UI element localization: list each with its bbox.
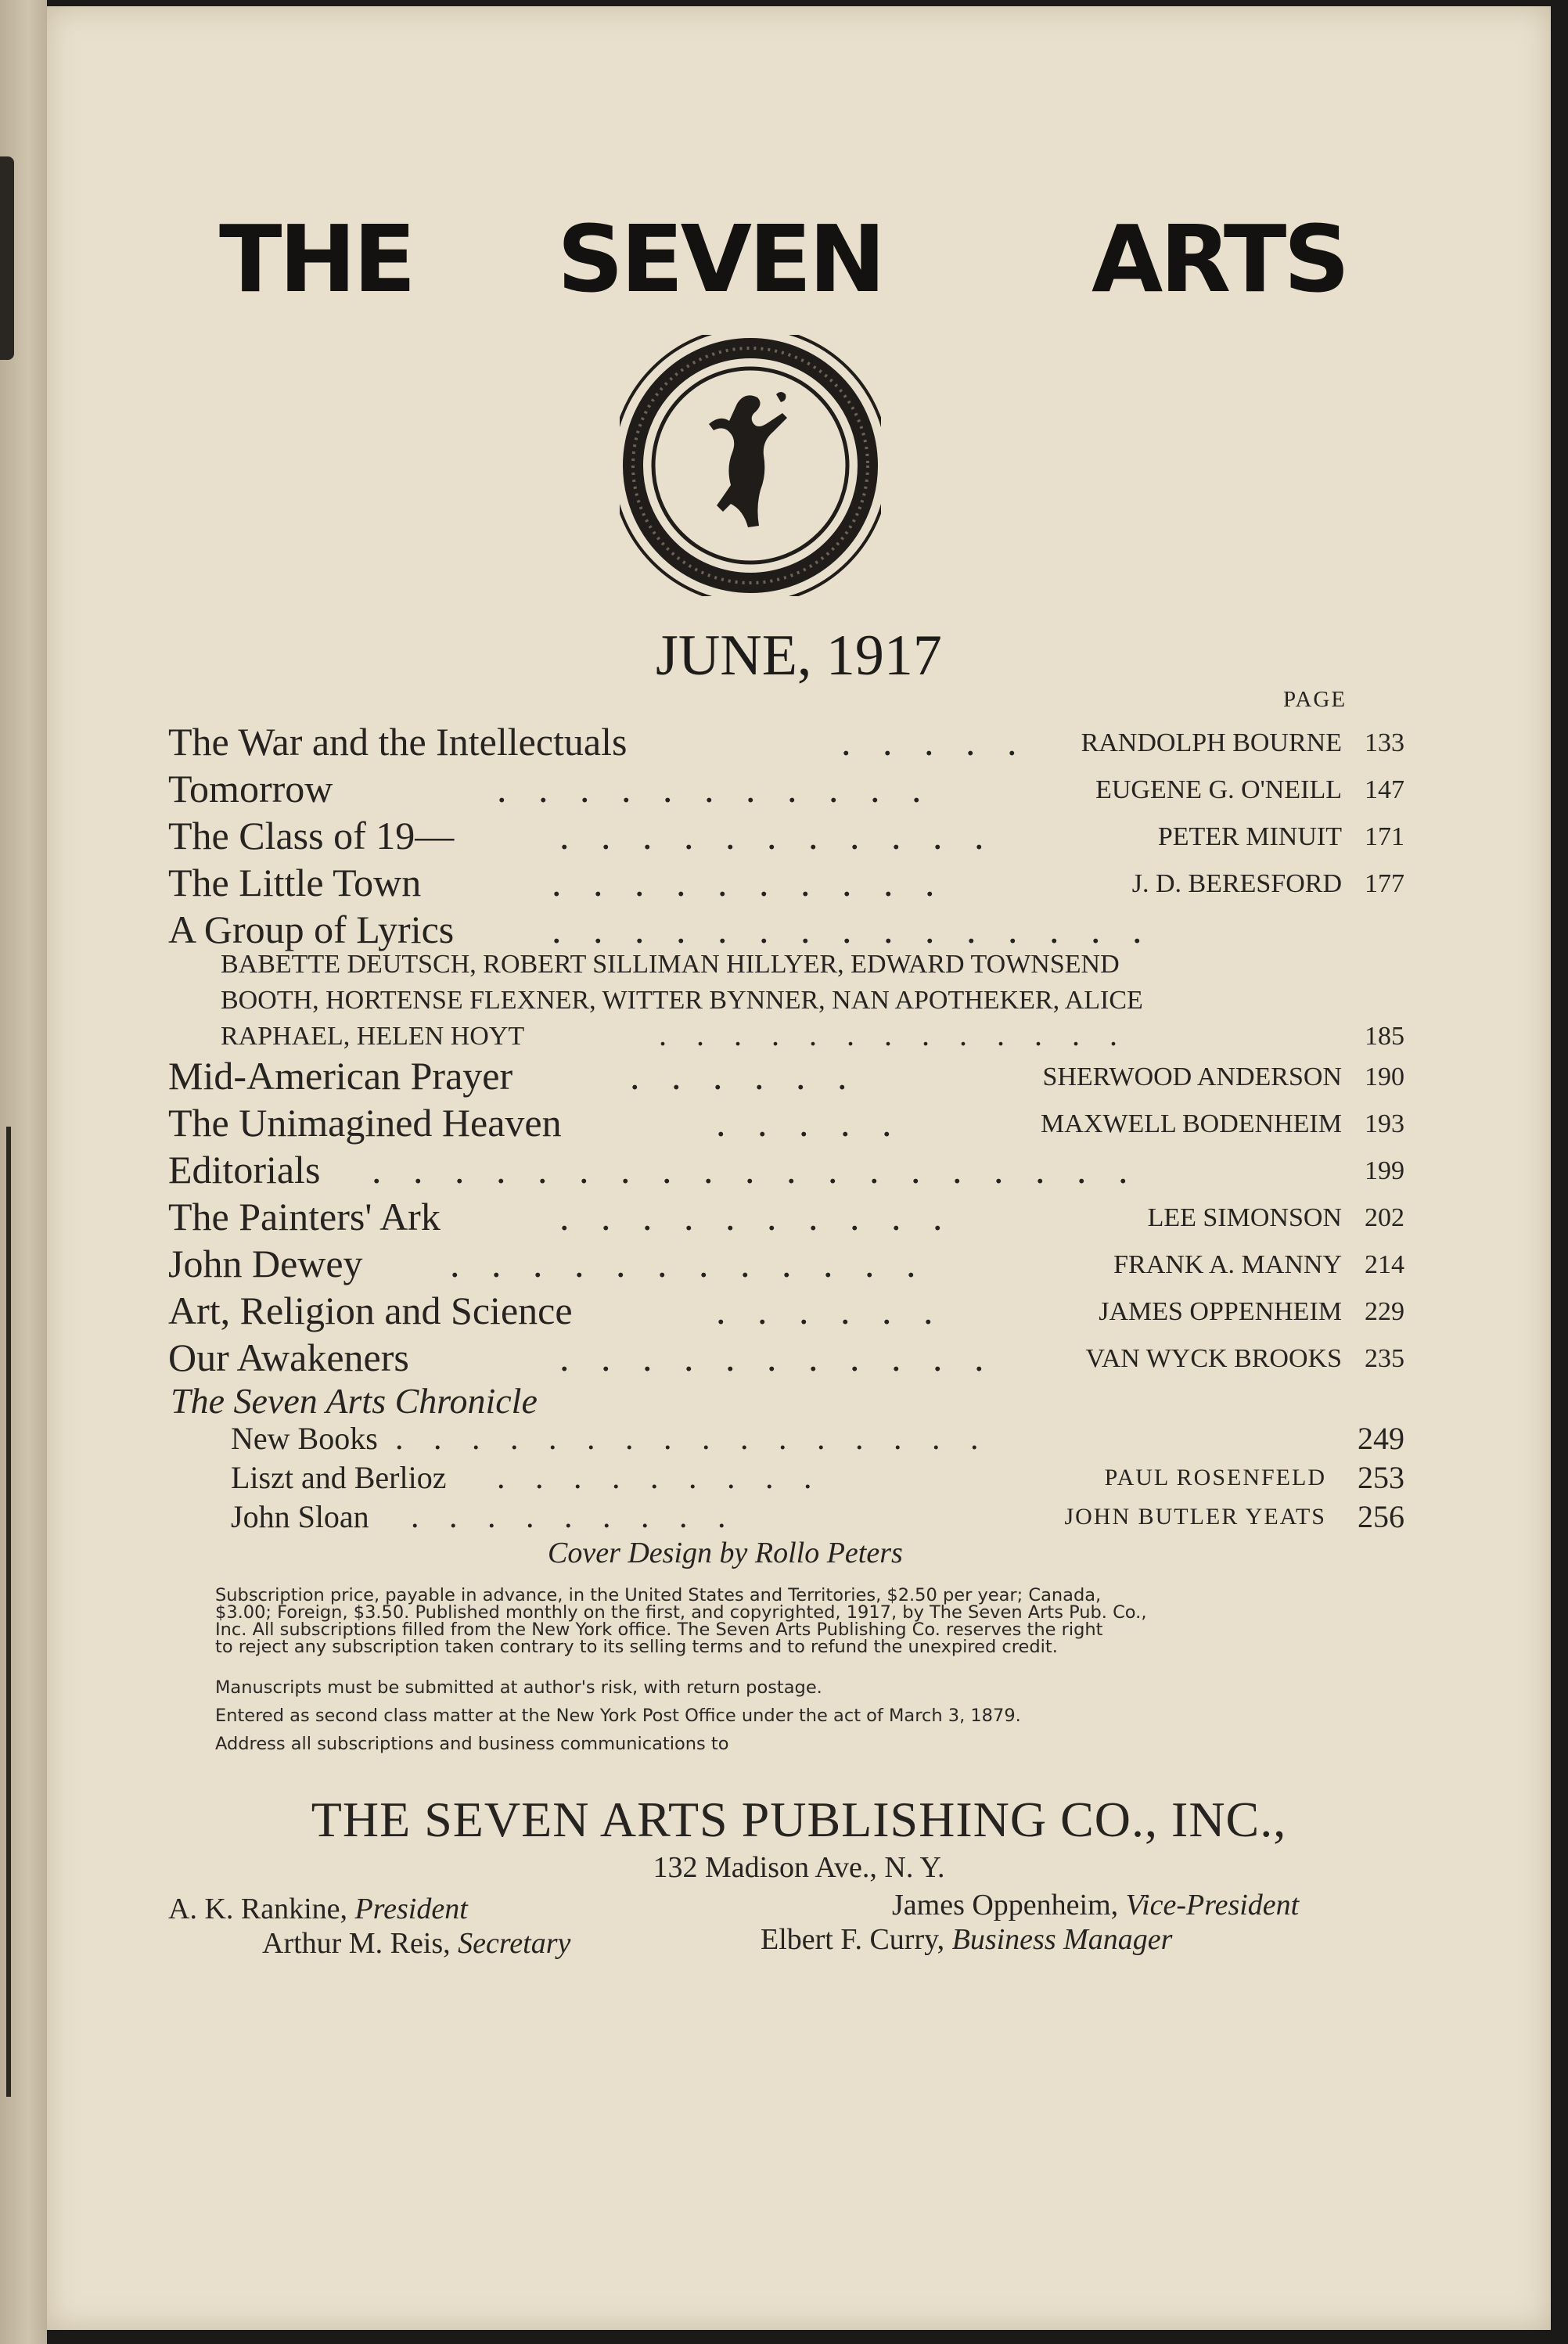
toc-entry-title: The Unimagined Heaven bbox=[168, 1101, 562, 1145]
toc-entry[interactable] bbox=[168, 1146, 1404, 1193]
leader-dots: . . . . . . . . . . . . . bbox=[659, 1017, 1128, 1052]
publisher-address: 132 Madison Ave., N. Y. bbox=[653, 1851, 945, 1884]
toc-entry-page: 133 bbox=[1365, 728, 1404, 757]
toc-entry[interactable] bbox=[168, 1052, 1404, 1099]
leader-dots: . . . . . bbox=[716, 1101, 903, 1145]
toc-entry-title: Our Awakeners bbox=[168, 1336, 409, 1379]
page-column-header: PAGE bbox=[1283, 687, 1347, 712]
lyrics-authors-line: RAPHAEL, HELEN HOYT bbox=[221, 1022, 525, 1051]
leader-dots: . . . . . . . . . . . bbox=[559, 1336, 995, 1379]
toc-entry-title: Tomorrow bbox=[168, 767, 333, 811]
toc-entry-page: 193 bbox=[1365, 1109, 1404, 1138]
masthead-word-3: ARTS bbox=[1091, 205, 1347, 313]
toc-entry-author: LEE SIMONSON bbox=[1147, 1203, 1342, 1232]
toc-entry-page: 177 bbox=[1365, 869, 1404, 898]
toc-entry-author: RANDOLPH BOURNE bbox=[1081, 728, 1342, 757]
notice-line: Subscription price, payable in advance, in the United States and Territories, $2.50 per year; Canada, bbox=[215, 1585, 1102, 1605]
officer-name: Arthur M. Reis, bbox=[262, 1927, 451, 1960]
notice-manuscripts: Manuscripts must be submitted at author's risk, with return postage. bbox=[215, 1677, 822, 1698]
issue-date: JUNE, 1917 bbox=[656, 624, 942, 688]
toc-entry[interactable] bbox=[168, 718, 1404, 765]
chronicle-entry-page: 256 bbox=[1358, 1499, 1404, 1534]
toc-entry-page: 185 bbox=[1365, 1022, 1404, 1051]
toc-entry-author: PETER MINUIT bbox=[1157, 822, 1342, 851]
officer-name: Elbert F. Curry, bbox=[761, 1923, 945, 1956]
toc-entry-author: JAMES OPPENHEIM bbox=[1099, 1297, 1342, 1326]
spine-edge-line bbox=[6, 1127, 11, 2097]
toc-entry-author: VAN WYCK BROOKS bbox=[1085, 1344, 1342, 1373]
lyrics-authors-line: BOOTH, HORTENSE FLEXNER, WITTER BYNNER, NAN APOTHEKER, ALICE bbox=[221, 986, 1143, 1015]
toc-entry[interactable] bbox=[168, 1099, 1404, 1146]
masthead-word-1: THE bbox=[219, 205, 413, 313]
notice-line: to reject any subscription taken contrary to its selling terms and to refund the unexpired credit. bbox=[215, 1637, 1058, 1657]
chronicle-entry-title: New Books bbox=[231, 1421, 378, 1456]
lyrics-authors-last-row bbox=[221, 1012, 1404, 1059]
chronicle-entry-page: 249 bbox=[1358, 1421, 1404, 1456]
toc-entry[interactable] bbox=[168, 1240, 1404, 1287]
toc-entry-page: 199 bbox=[1365, 1156, 1404, 1185]
toc-entry[interactable] bbox=[168, 859, 1404, 906]
toc-entry-author: FRANK A. MANNY bbox=[1113, 1250, 1342, 1279]
notice-line: $3.00; Foreign, $3.50. Published monthly on the first, and copyrighted, 1917, by The Seven Arts Pub. Co., bbox=[215, 1602, 1147, 1623]
chronicle-entry-title: John Sloan bbox=[231, 1499, 369, 1534]
toc-entry[interactable] bbox=[168, 1193, 1404, 1240]
toc-entry[interactable] bbox=[168, 812, 1404, 859]
toc-entry-page: 214 bbox=[1365, 1250, 1404, 1279]
officer-president bbox=[168, 1890, 468, 1928]
toc-entry-page: 202 bbox=[1365, 1203, 1404, 1232]
toc-entry-author: MAXWELL BODENHEIM bbox=[1041, 1109, 1342, 1138]
leader-dots: . . . . . . . . . . . bbox=[497, 767, 933, 811]
lyrics-authors-line: BABETTE DEUTSCH, ROBERT SILLIMAN HILLYER, EDWARD TOWNSEND bbox=[221, 950, 1120, 979]
toc-entry-page: 190 bbox=[1365, 1062, 1404, 1091]
toc-entry-title: John Dewey bbox=[168, 1242, 363, 1285]
officer-role: President bbox=[354, 1893, 468, 1925]
officer-role: Business Manager bbox=[951, 1923, 1173, 1956]
officer-secretary bbox=[262, 1925, 570, 1962]
leader-dots: . . . . . . . . . . . . bbox=[450, 1242, 927, 1285]
contents-page bbox=[47, 6, 1551, 2330]
leader-dots: . . . . . . bbox=[716, 1289, 944, 1332]
toc-entry-title: The Painters' Ark bbox=[168, 1195, 441, 1239]
toc-entry-page: 147 bbox=[1365, 775, 1404, 804]
leader-dots: . . . . . bbox=[841, 720, 1028, 764]
leader-dots: . . . . . . . . . . . . . . . . . . . bbox=[372, 1148, 1139, 1192]
toc-entry-title: The War and the Intellectuals bbox=[168, 720, 628, 764]
toc-entry-title: The Class of 19— bbox=[168, 814, 455, 857]
book-spine bbox=[0, 0, 47, 2344]
toc-entry-page: 171 bbox=[1365, 822, 1404, 851]
toc-entry-author: EUGENE G. O'NEILL bbox=[1095, 775, 1342, 804]
leader-dots: . . . . . . . . . . . . . . . . bbox=[395, 1421, 990, 1457]
spine-ornament bbox=[0, 156, 14, 360]
toc-entry-title: The Little Town bbox=[168, 861, 422, 904]
toc-entry[interactable] bbox=[168, 1334, 1404, 1381]
toc-entry-title: A Group of Lyrics bbox=[168, 908, 455, 951]
toc-entry-title: Editorials bbox=[168, 1148, 321, 1192]
chronicle-entry[interactable] bbox=[231, 1418, 1404, 1459]
notice-address: Address all subscriptions and business communications to bbox=[215, 1734, 729, 1754]
toc-entry-page: 229 bbox=[1365, 1297, 1404, 1326]
chronicle-entry-page: 253 bbox=[1358, 1460, 1404, 1495]
toc-entry-author: J. D. BERESFORD bbox=[1131, 869, 1342, 898]
toc-entry-author: SHERWOOD ANDERSON bbox=[1042, 1062, 1342, 1091]
masthead-title bbox=[219, 205, 1347, 313]
toc-entry-title: Art, Religion and Science bbox=[168, 1289, 573, 1332]
leader-dots: . . . . . . . . . . bbox=[552, 861, 946, 904]
leader-dots: . . . . . . . . . . . bbox=[559, 814, 995, 857]
toc-entry[interactable] bbox=[168, 765, 1404, 812]
officer-role: Secretary bbox=[458, 1927, 571, 1960]
toc-entry-page: 235 bbox=[1365, 1344, 1404, 1373]
chronicle-entry-author: PAUL ROSENFELD bbox=[1104, 1465, 1326, 1490]
officer-name: James Oppenheim, bbox=[892, 1889, 1119, 1922]
leader-dots: . . . . . . . . . . bbox=[559, 1195, 954, 1239]
chronicle-entry-author: JOHN BUTLER YEATS bbox=[1064, 1504, 1326, 1530]
notice-line: Inc. All subscriptions filled from the New York office. The Seven Arts Publishing Co. reserves the right bbox=[215, 1620, 1103, 1640]
leader-dots: . . . . . . . . . bbox=[411, 1499, 737, 1535]
chronicle-entry-title: Liszt and Berlioz bbox=[231, 1460, 447, 1495]
chronicle-entry[interactable] bbox=[231, 1497, 1404, 1537]
officer-business-manager bbox=[761, 1921, 1172, 1958]
toc-entry-title: Mid-American Prayer bbox=[168, 1054, 513, 1098]
cover-credit: Cover Design by Rollo Peters bbox=[548, 1537, 903, 1569]
chronicle-entry[interactable] bbox=[231, 1458, 1404, 1498]
leader-dots: . . . . . . bbox=[630, 1054, 858, 1098]
officer-vice-president bbox=[892, 1886, 1299, 1924]
officer-name: A. K. Rankine, bbox=[168, 1893, 348, 1925]
leader-dots: . . . . . . . . . . . . . . . bbox=[552, 908, 1153, 951]
toc-entry[interactable] bbox=[168, 906, 1404, 953]
officer-role: Vice-President bbox=[1125, 1889, 1300, 1922]
chronicle-heading: The Seven Arts Chronicle bbox=[171, 1381, 538, 1421]
leader-dots: . . . . . . . . . bbox=[497, 1460, 823, 1496]
dancing-figure-emblem-icon bbox=[620, 335, 881, 596]
notice-entered: Entered as second class matter at the New York Post Office under the act of March 3, 1879. bbox=[215, 1706, 1021, 1726]
masthead-word-2: SEVEN bbox=[557, 205, 883, 313]
publisher-name: THE SEVEN ARTS PUBLISHING CO., INC., bbox=[311, 1792, 1287, 1847]
toc-entry[interactable] bbox=[168, 1287, 1404, 1334]
